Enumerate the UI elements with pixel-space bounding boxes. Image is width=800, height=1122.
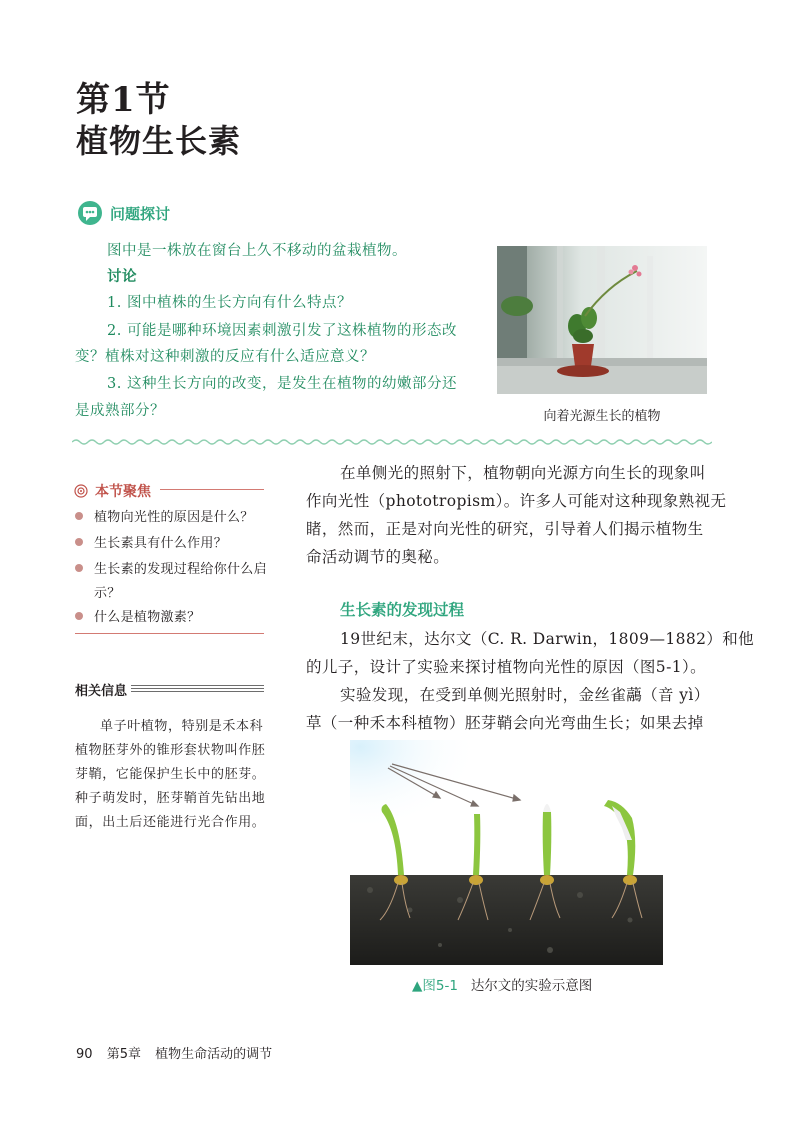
body-text-line: 睹，然而，正是对向光性的研究，引导着人们揭示植物生 <box>306 520 704 538</box>
focus-bottom-divider <box>75 633 264 634</box>
discussion-question: 是成熟部分？ <box>75 403 165 419</box>
bullet-icon <box>75 538 83 546</box>
focus-item: 什么是植物激素？ <box>94 610 201 625</box>
body-text-line: 19世纪末，达尔文（C. R. Darwin，1809—1882）和他 <box>340 630 755 648</box>
related-info-line: 植物胚芽外的锥形套状物叫作胚 <box>75 743 266 758</box>
potted-plant-photo <box>497 246 707 394</box>
figure-caption <box>412 974 592 994</box>
discussion-line: 图中是一株放在窗台上久不移动的盆栽植物。 <box>107 243 407 259</box>
subheading: 生长素的发现过程 <box>340 601 465 619</box>
focus-item: 生长素的发现过程给你什么启 <box>94 562 267 577</box>
page-number: 90 <box>76 1047 93 1062</box>
darwin-experiment-figure <box>350 740 663 965</box>
related-info-line: 种子萌发时，胚芽鞘首先钻出地 <box>75 791 266 806</box>
related-info-line: 单子叶植物，特别是禾本科 <box>100 719 264 734</box>
focus-title: 本节聚焦 <box>95 484 151 500</box>
chat-bubble-icon <box>78 201 102 225</box>
body-text-line: 的儿子，设计了实验来探讨植物向光性的原因（图5-1）。 <box>306 658 707 676</box>
related-info-title: 相关信息 <box>75 684 128 699</box>
bullet-icon <box>75 512 83 520</box>
figure-label: ▲图5-1 <box>412 978 458 994</box>
page-footer <box>76 1043 282 1062</box>
body-text-line: 命活动调节的奥秘。 <box>306 548 450 566</box>
body-text-line: 在单侧光的照射下，植物朝向光源方向生长的现象叫 <box>340 464 706 482</box>
section-number: 第1节 <box>76 80 171 120</box>
section-title: 植物生长素 <box>76 122 242 160</box>
figure-caption-text: 达尔文的实验示意图 <box>470 978 593 994</box>
focus-divider <box>160 489 264 490</box>
bullet-icon <box>75 612 83 620</box>
related-info-rule <box>131 688 264 689</box>
discussion-label: 讨论 <box>107 269 137 285</box>
target-icon <box>74 483 88 502</box>
related-info-rule <box>131 691 264 692</box>
focus-item: 生长素具有什么作用？ <box>94 536 228 551</box>
discussion-question: 变？植株对这种刺激的反应有什么适应意义？ <box>75 349 375 365</box>
focus-item: 植物向光性的原因是什么？ <box>94 510 254 525</box>
discussion-question: 1. 图中植株的生长方向有什么特点？ <box>107 295 352 311</box>
related-info-line: 面，出土后还能进行光合作用。 <box>75 815 266 830</box>
related-info-rule <box>131 685 264 686</box>
focus-item-continued: 示？ <box>94 586 121 601</box>
body-text-line: 草（一种禾本科植物）胚芽鞘会向光弯曲生长；如果去掉 <box>306 714 704 732</box>
body-text-line: 作向光性（phototropism）。许多人可能对这种现象熟视无 <box>306 492 727 510</box>
discussion-question: 3. 这种生长方向的改变，是发生在植物的幼嫩部分还 <box>107 376 457 392</box>
chapter-number: 第5章 <box>106 1047 141 1062</box>
related-info-line: 芽鞘，它能保护生长中的胚芽。 <box>75 767 266 782</box>
wavy-divider <box>72 433 712 445</box>
body-text-line: 实验发现，在受到单侧光照射时，金丝雀虉（音 yì） <box>340 686 710 704</box>
photo-caption: 向着光源生长的植物 <box>543 409 661 424</box>
chapter-title: 植物生命活动的调节 <box>155 1047 273 1062</box>
bullet-icon <box>75 564 83 572</box>
discussion-question: 2. 可能是哪种环境因素刺激引发了这株植物的形态改 <box>107 323 457 339</box>
discussion-heading: 问题探讨 <box>110 205 171 223</box>
